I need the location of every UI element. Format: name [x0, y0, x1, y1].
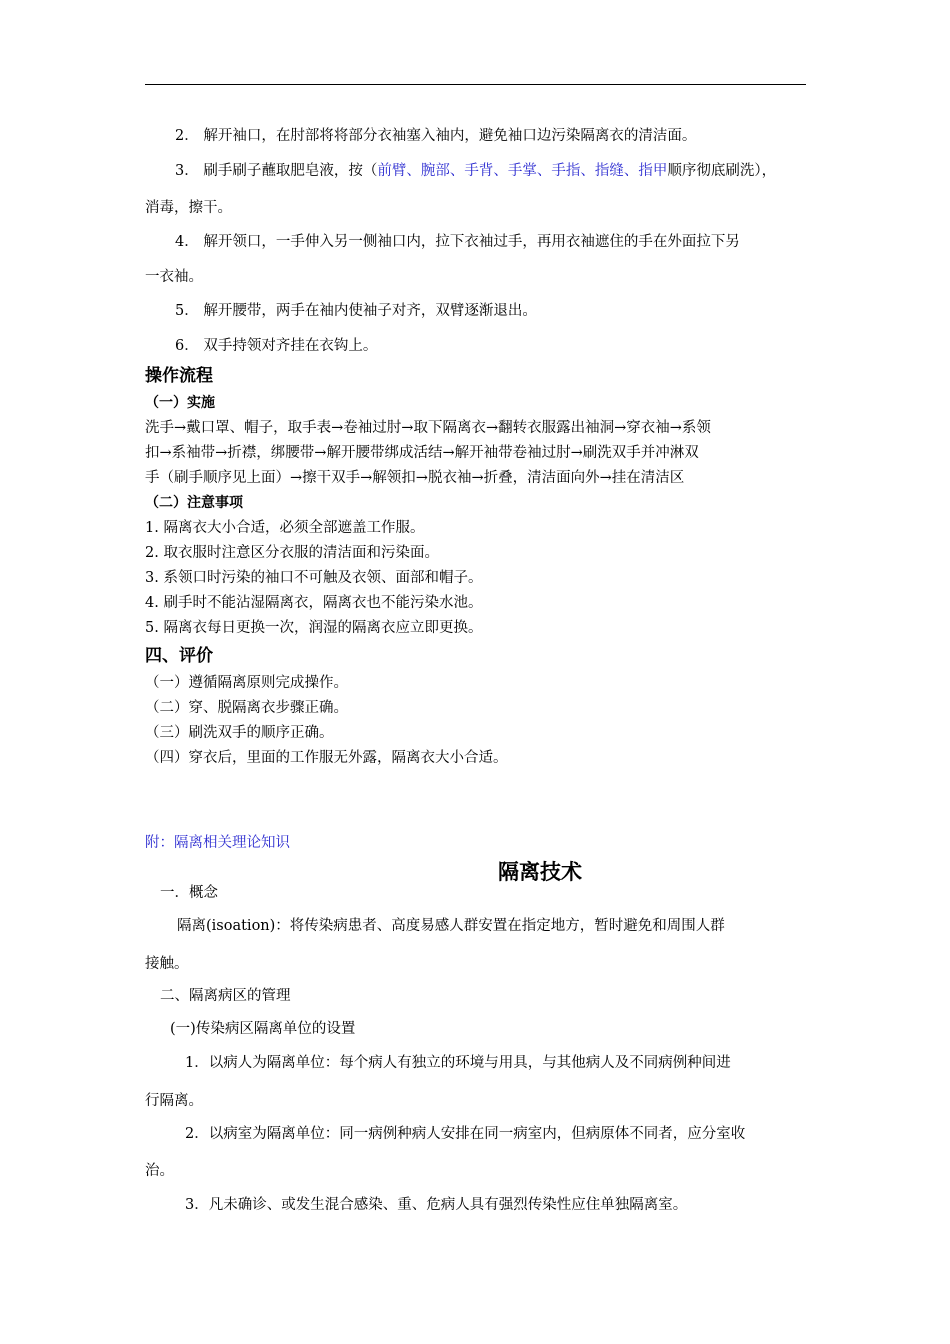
evaluation-item-1: （一）遵循隔离原则完成操作。: [145, 675, 348, 691]
note-1: 1. 隔离衣大小合适，必须全部遮盖工作服。: [145, 520, 425, 536]
implement-title: （一）实施: [145, 395, 215, 411]
step-3-part-wrist: 腕部: [420, 163, 450, 179]
evaluation-item-4: （四）穿衣后，里面的工作服无外露，隔离衣大小合适。: [145, 750, 508, 766]
unit-2-continued: 治。: [145, 1163, 174, 1179]
step-3-suffix: 顺序彻底刷洗），: [667, 163, 777, 179]
sep: 、: [623, 163, 639, 179]
header-rule: [145, 84, 806, 85]
note-3: 3. 系领口时污染的袖口不可触及衣领、面部和帽子。: [145, 570, 483, 586]
evaluation-item-2: （二）穿、脱隔离衣步骤正确。: [145, 700, 348, 716]
step-6: 6． 双手持领对齐挂在衣钩上。: [175, 338, 378, 354]
step-3-part-nail: 指甲: [638, 163, 668, 179]
sep: 、: [406, 163, 421, 179]
flow-title: 操作流程: [145, 366, 213, 386]
unit-3: 3．凡未确诊、或发生混合感染、重、危病人具有强烈传染性应住单独隔离室。: [185, 1197, 688, 1213]
step-2: 2． 解开袖口，在肘部将将部分衣袖塞入袖内，避免袖口边污染隔离衣的清洁面。: [175, 128, 697, 144]
step-3-part-backhand: 手背: [464, 163, 494, 179]
sep: 、: [536, 163, 552, 179]
sep: 、: [580, 163, 595, 179]
step-3-part-finger: 手指: [551, 163, 581, 179]
step-3-part-gap: 指缝: [594, 163, 624, 179]
section-title: 隔离技术: [498, 860, 582, 884]
unit-1: 1．以病人为隔离单位：每个病人有独立的环境与用具，与其他病人及不同病例种间进: [185, 1055, 731, 1071]
unit-2: 2．以病室为隔离单位：同一病例种病人安排在同一病室内，但病原体不同者，应分室收: [185, 1126, 746, 1142]
step-4-continued: 一衣袖。: [145, 269, 203, 285]
step-3-part-forearm: 前臂: [377, 163, 407, 179]
management-title: 二、隔离病区的管理: [160, 988, 291, 1004]
evaluation-title: 四、评价: [145, 646, 213, 666]
unit-1-continued: 行隔离。: [145, 1093, 203, 1109]
step-3-prefix: 3． 刷手刷子蘸取肥皂液，按（: [175, 163, 378, 179]
concept-text: 隔离(isoation)：将传染病患者、高度易感人群安置在指定地方，暂时避免和周围人群: [177, 918, 725, 934]
step-3-part-palm: 手掌: [507, 163, 537, 179]
step-4: 4． 解开领口，一手伸入另一侧袖口内，拉下衣袖过手，再用衣袖遮住的手在外面拉下另: [175, 234, 740, 250]
concept-continued: 接触。: [145, 956, 189, 972]
step-3: [175, 162, 776, 180]
unit-setup-title: (一)传染病区隔离单位的设置: [170, 1021, 356, 1037]
step-3-continued: 消毒，擦干。: [145, 200, 232, 216]
note-4: 4. 刷手时不能沾湿隔离衣，隔离衣也不能污染水池。: [145, 595, 483, 611]
notes-title: （二）注意事项: [145, 495, 243, 511]
note-2: 2. 取衣服时注意区分衣服的清洁面和污染面。: [145, 545, 439, 561]
note-5: 5. 隔离衣每日更换一次，润湿的隔离衣应立即更换。: [145, 620, 483, 636]
concept-title: 一．概念: [160, 885, 218, 901]
step-5: 5． 解开腰带，两手在袖内使袖子对齐，双臂逐渐退出。: [175, 303, 537, 319]
implement-line-1: 洗手→戴口罩、帽子，取手表→卷袖过肘→取下隔离衣→翻转衣服露出袖洞→穿衣袖→系领: [145, 420, 711, 436]
appendix-label: 附：隔离相关理论知识: [145, 835, 290, 851]
evaluation-item-3: （三）刷洗双手的顺序正确。: [145, 725, 334, 741]
implement-line-2: 扣→系袖带→折襟，绑腰带→解开腰带绑成活结→解开袖带卷袖过肘→刷洗双手并冲淋双: [145, 445, 699, 461]
sep: 、: [449, 163, 465, 179]
sep: 、: [493, 163, 508, 179]
implement-line-3: 手（刷手顺序见上面）→擦干双手→解领扣→脱衣袖→折叠，清洁面向外→挂在清洁区: [145, 470, 685, 486]
